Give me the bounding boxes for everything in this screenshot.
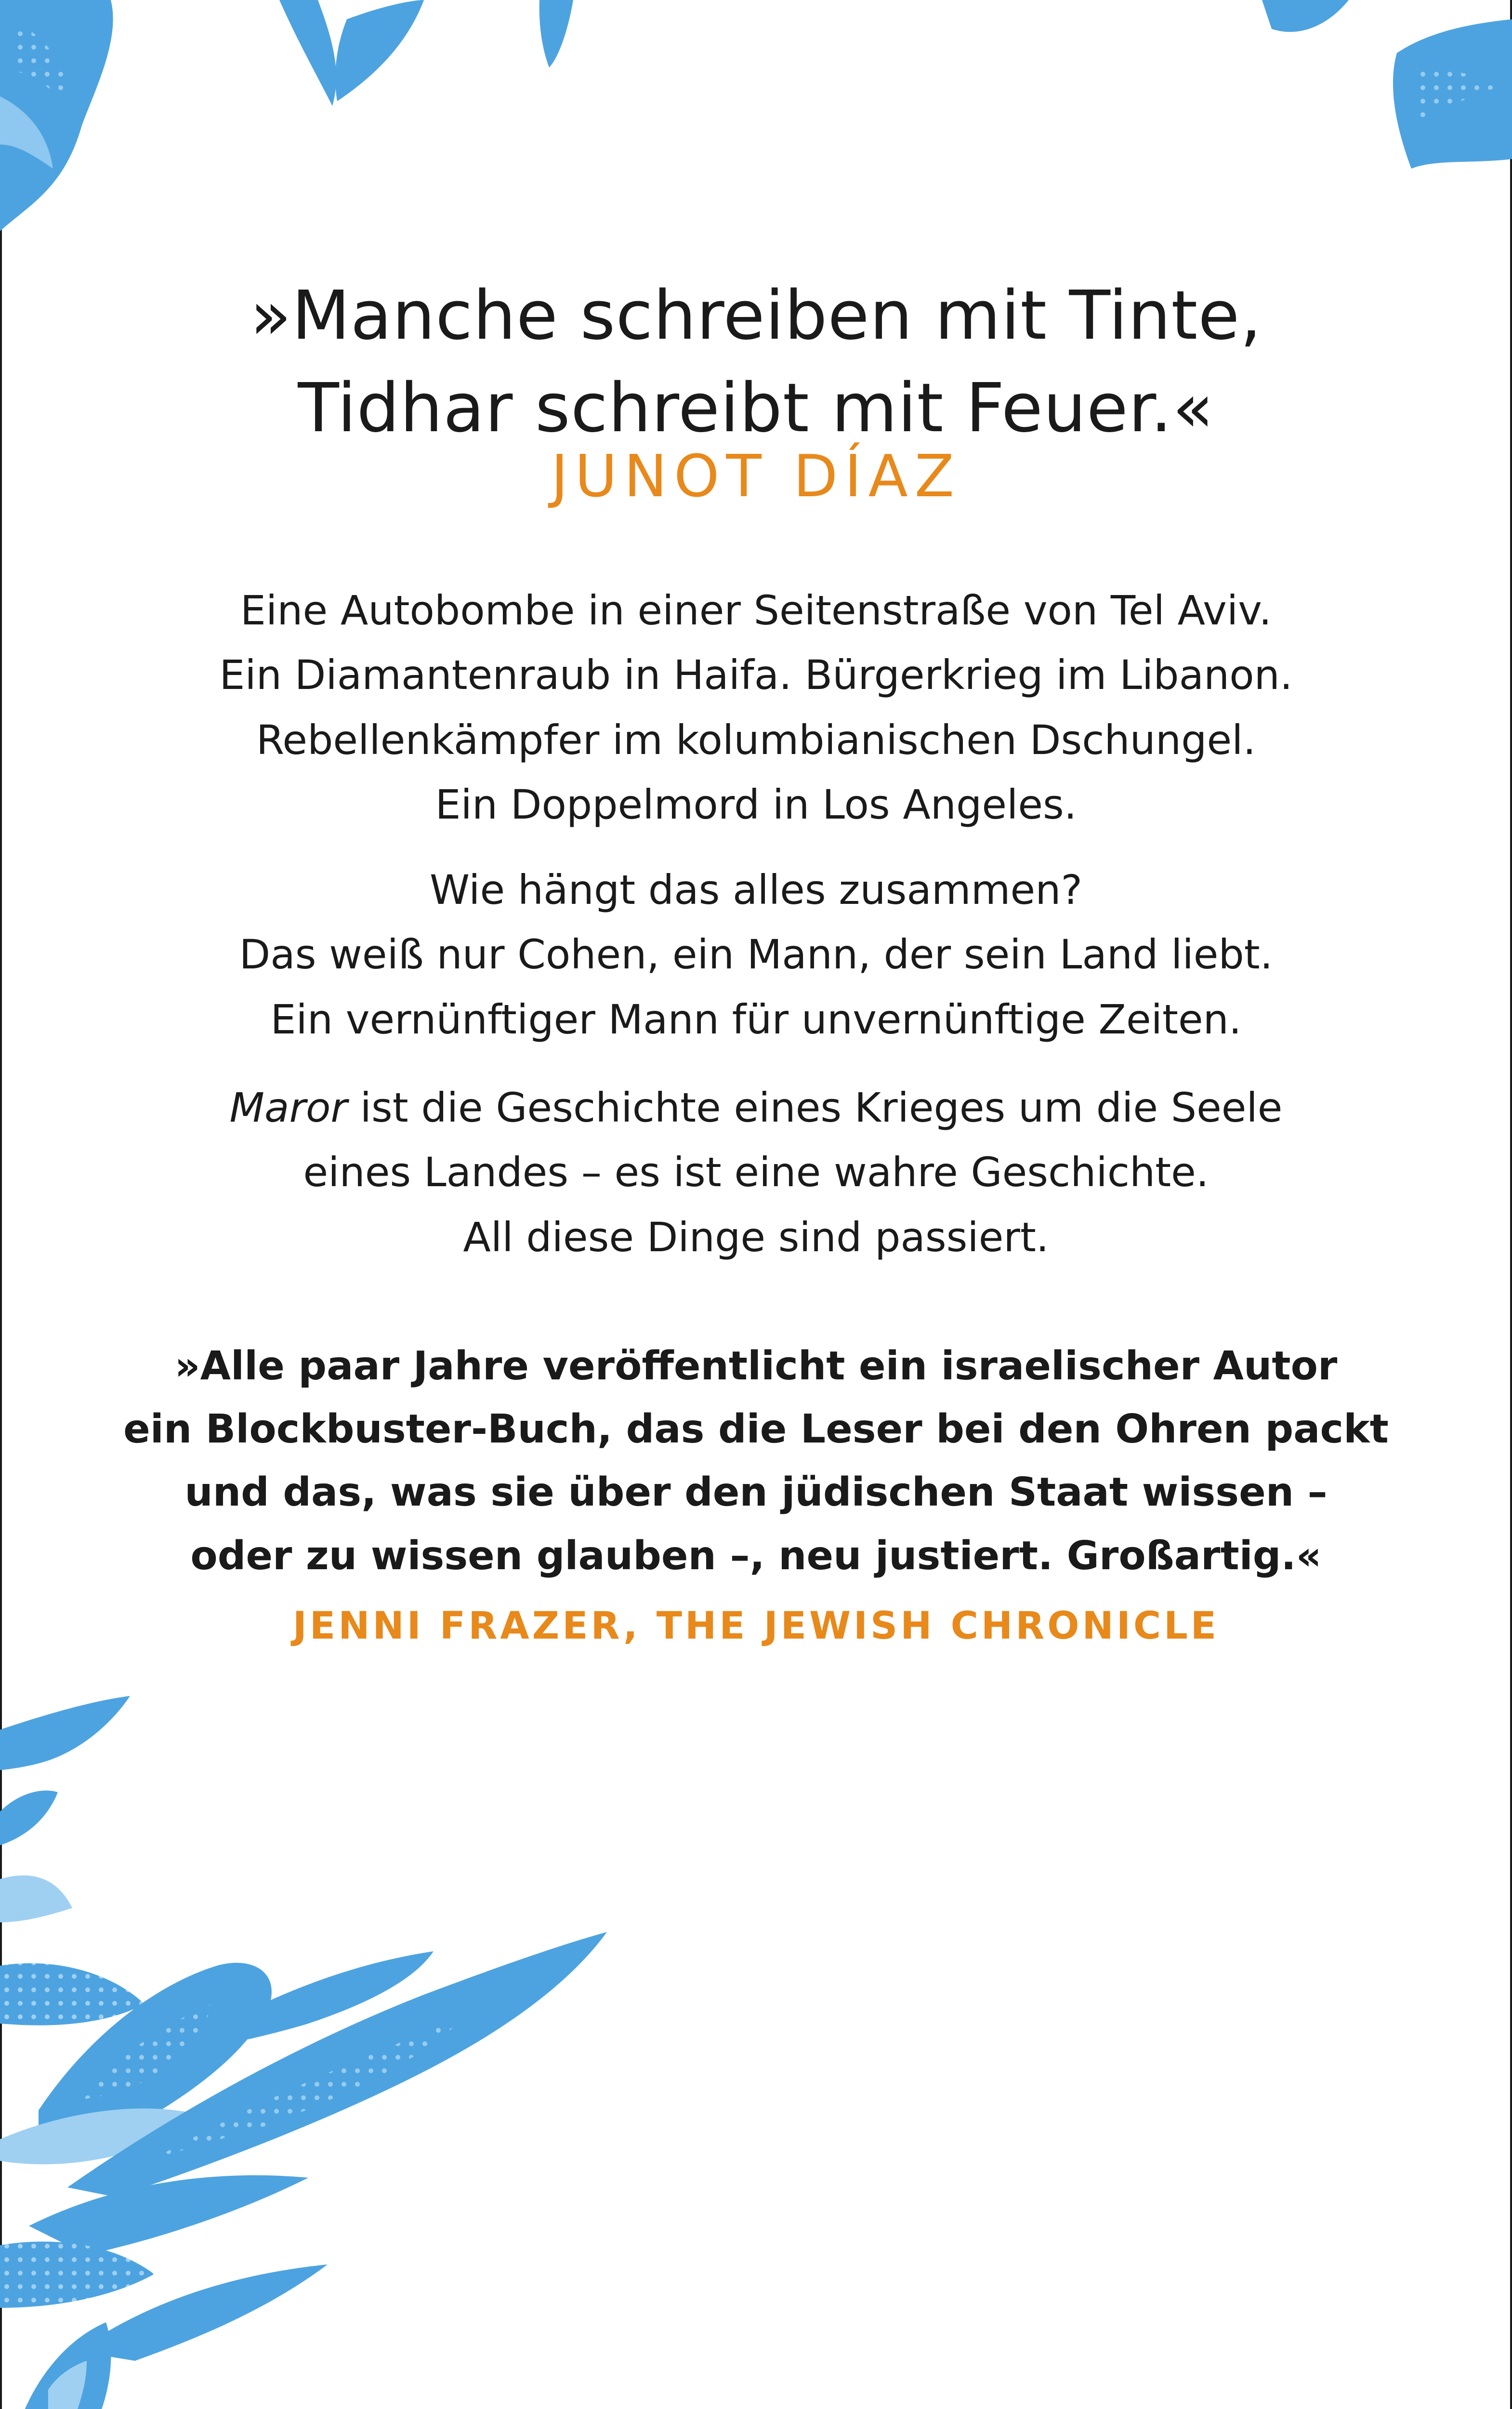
main-quote-attribution: JUNOT DÍAZ bbox=[551, 443, 961, 510]
review-quote bbox=[0, 1335, 1512, 1588]
blurb-line: All diese Dinge sind passiert. bbox=[463, 1213, 1049, 1261]
blurb-paragraph-3 bbox=[0, 1075, 1512, 1270]
review-quote-line: ein Blockbuster-Buch, das die Leser bei den Ohren packt bbox=[123, 1406, 1389, 1453]
main-quote bbox=[0, 270, 1512, 455]
review-quote-attribution: JENNI FRAZER, THE JEWISH CHRONICLE bbox=[292, 1604, 1220, 1648]
blurb-line-text: ist die Geschichte eines Krieges um die Seele bbox=[347, 1084, 1283, 1131]
blurb-line: Ein vernünftiger Mann für unvernünftige Zeiten. bbox=[270, 995, 1242, 1043]
blurb-line: Ein Doppelmord in Los Angeles. bbox=[435, 781, 1077, 829]
review-quote-line: oder zu wissen glauben –, neu justiert. Großartig.« bbox=[190, 1533, 1322, 1579]
blurb-line: Eine Autobombe in einer Seitenstraße von Tel Aviv. bbox=[240, 587, 1272, 634]
top-right-leaf-icon bbox=[1262, 0, 1512, 169]
blurb-line: Das weiß nur Cohen, ein Mann, der sein Land liebt. bbox=[239, 931, 1273, 979]
top-left-leaf-icon bbox=[0, 0, 573, 231]
blurb-paragraph-1 bbox=[0, 578, 1512, 837]
review-quote-line: »Alle paar Jahre veröffentlicht ein israelischer Autor bbox=[174, 1343, 1338, 1389]
blurb-line bbox=[0, 1075, 1512, 1140]
blurb-line: Rebellenkämpfer im kolumbianischen Dschungel. bbox=[256, 716, 1256, 764]
book-title: Maror bbox=[229, 1084, 347, 1131]
blurb-line: eines Landes – es ist eine wahre Geschichte. bbox=[303, 1149, 1209, 1196]
blurb-line: Ein Diamantenraub in Haifa. Bürgerkrieg im Libanon. bbox=[219, 651, 1293, 699]
review-quote-line: und das, was sie über den jüdischen Staat wissen – bbox=[184, 1469, 1328, 1516]
blurb-line: Wie hängt das alles zusammen? bbox=[429, 866, 1083, 913]
bottom-left-leaf-icon bbox=[0, 1696, 607, 2409]
main-quote-line: Tidhar schreibt mit Feuer.« bbox=[298, 369, 1214, 448]
main-quote-line: »Manche schreiben mit Tinte, bbox=[250, 277, 1262, 355]
blurb-paragraph-2 bbox=[0, 858, 1512, 1052]
